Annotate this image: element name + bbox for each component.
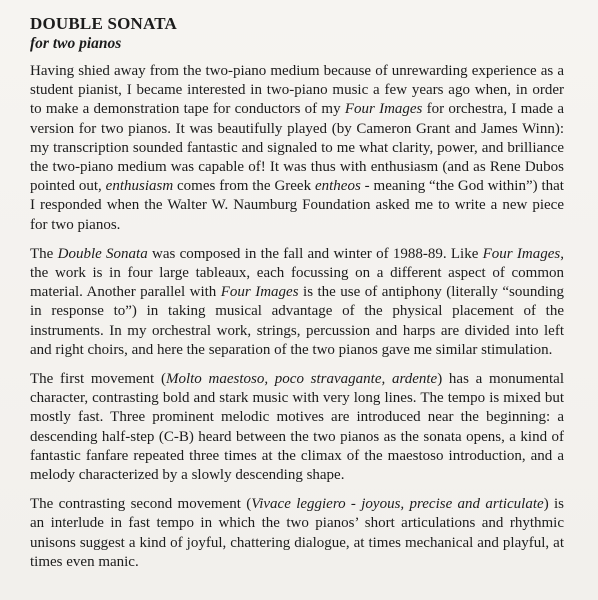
paragraph-1: [30, 62, 564, 235]
italic-title: Double Sonata: [57, 245, 148, 262]
paragraph-3: [30, 370, 564, 485]
text-segment: comes from the Greek: [173, 178, 315, 195]
text-segment: The: [30, 245, 58, 262]
paragraph-2: [30, 245, 564, 360]
italic-term: enthusiasm: [105, 178, 174, 195]
page-title: DOUBLE SONATA: [30, 14, 177, 33]
text-segment: The contrasting second movement (: [30, 496, 252, 513]
text-segment: is the use of antiphony (literally “sounding in response to”) in taking musical advantage of the physical placement of the instruments. In my orchestral work, strings, percussion and harps are divided into left and right choirs, and here the separation of the two pianos gave me similar stimulation.: [30, 284, 564, 358]
text-segment: ) is an interlude in fast tempo in which the two pianos’ short articulations and rhythmic unisons suggest a kind of joyful, chattering dialogue, at times mechanical and playful, at times even manic.: [30, 496, 564, 570]
italic-tempo-marking: Molto maestoso, poco stravagante, ardente: [165, 371, 438, 388]
italic-title: Four Images: [482, 245, 561, 262]
italic-title: Four Images: [344, 101, 423, 118]
italic-tempo-marking: Vivace leggiero - joyous, precise and articulate: [251, 496, 544, 513]
text-segment: , the work is in four large tableaux, each focussing on a different aspect of common material. Another parallel with: [30, 245, 564, 301]
text-segment: - meaning “the God within”) that I responded when the Walter W. Naumburg Foundation asked me to write a new piece for two pianos.: [30, 178, 564, 233]
text-segment: was composed in the fall and winter of 1988-89. Like: [147, 245, 483, 262]
text-segment: for orchestra, I made a version for two pianos. It was beautifully played (by Cameron Grant and James Winn): my transcription sounded fantastic and signaled to me what clarity, power, and brilliance the two-piano medium was capable of! It was thus with enthusiasm (and as Rene Dubos pointed out,: [30, 101, 564, 195]
page-subtitle: for two pianos: [30, 35, 122, 52]
liner-notes: [30, 14, 564, 582]
text-segment: Having shied away from the two-piano medium because of unrewarding experience as a student pianist, I became interested in two-piano music a few years ago when, in order to make a demonstration tape for conductors of my: [30, 63, 564, 118]
italic-term: entheos: [314, 178, 361, 195]
text-segment: The first movement (: [30, 371, 166, 388]
paragraph-4: [30, 495, 564, 572]
text-segment: ) has a monumental character, contrasting bold and stark music with very long lines. The tempo is mixed but mostly fast. Three prominent melodic motives are introduced near the beginning: a descending half-step (C-B) heard between the two pianos as the sonata opens, a kind of fantastic fanfare repeated three times at the climax of the maestoso introduction, and a melody characterized by a slowly descending shape.: [30, 371, 564, 484]
italic-title: Four Images: [220, 284, 299, 301]
